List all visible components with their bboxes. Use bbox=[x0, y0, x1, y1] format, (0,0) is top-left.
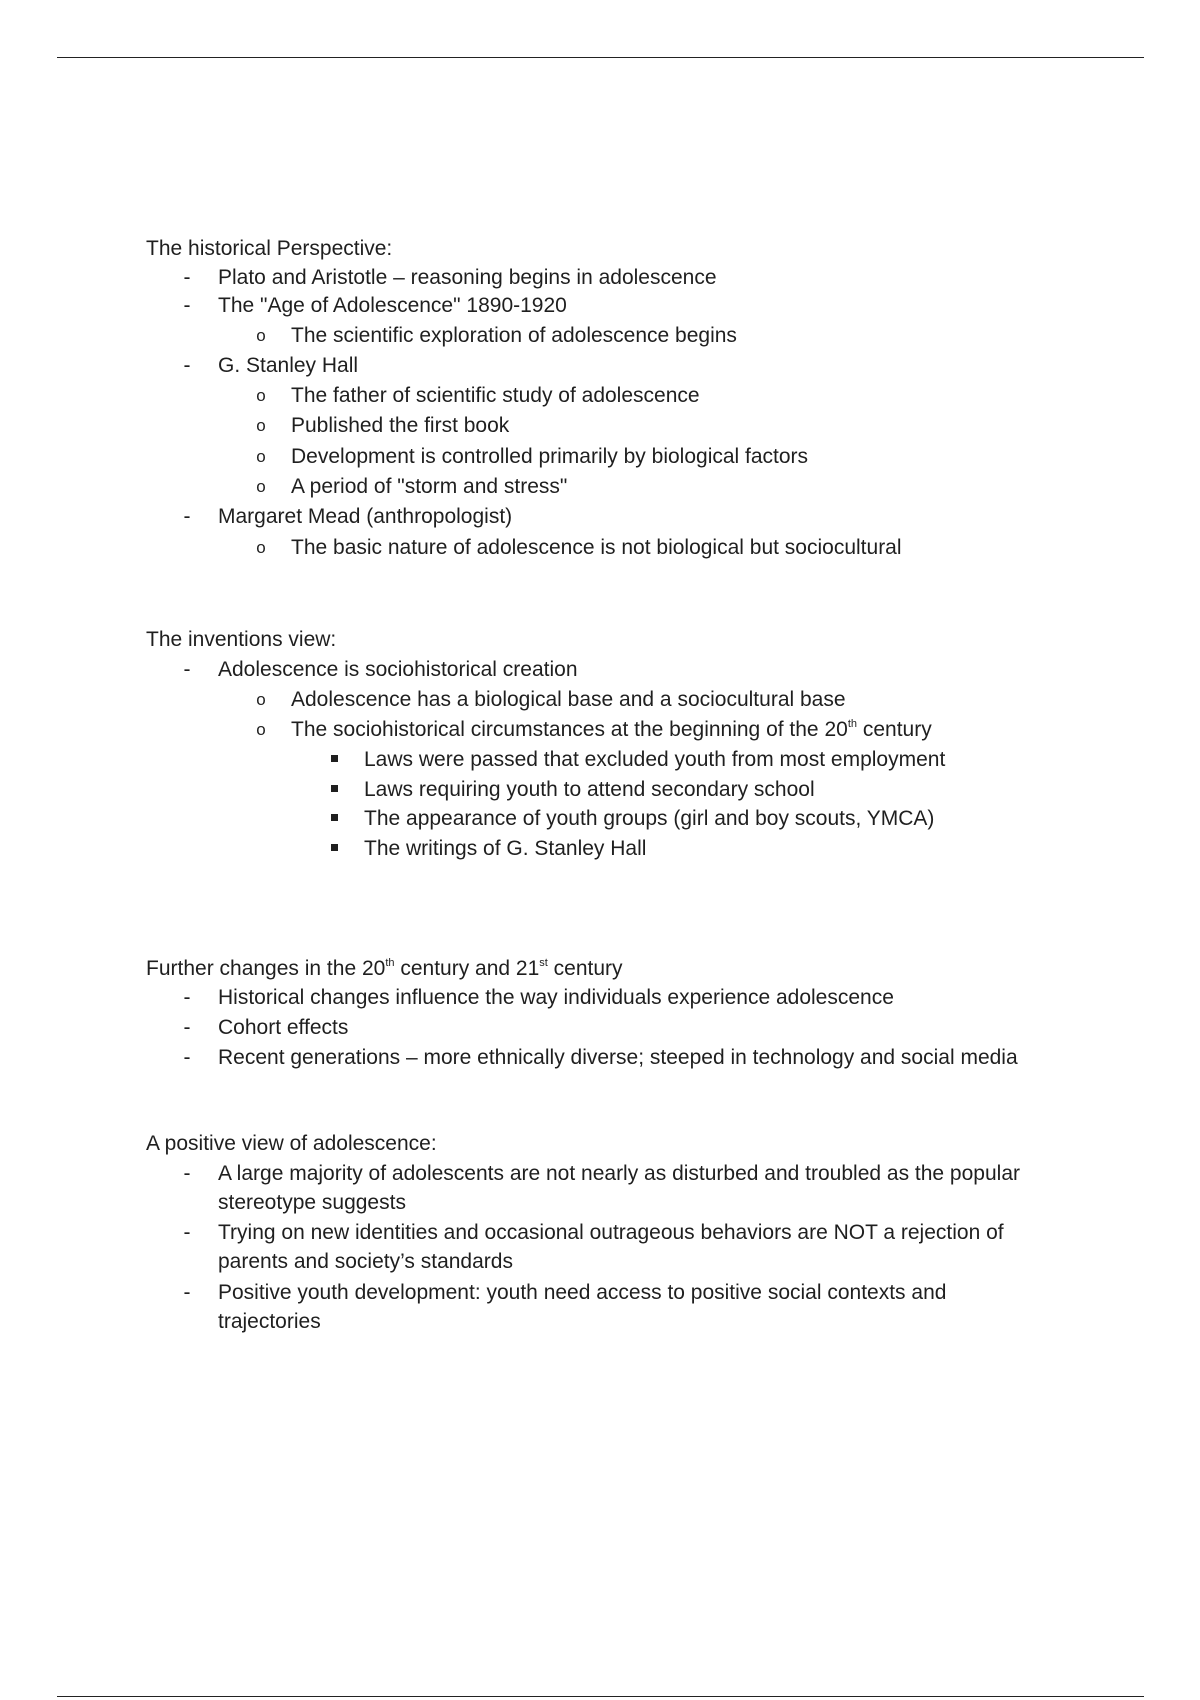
square-bullet bbox=[328, 746, 340, 774]
square-bullet bbox=[328, 835, 340, 863]
list-item-majority-line1: A large majority of adolescents are not nearly as disturbed and troubled as the popular bbox=[218, 1162, 1020, 1185]
list-item-recent-generations: Recent generations – more ethnically diverse; steeped in technology and social media bbox=[218, 1046, 1018, 1069]
text-run: century bbox=[857, 718, 932, 741]
dash-bullet bbox=[181, 1014, 193, 1042]
dash-bullet bbox=[181, 1279, 193, 1307]
list-subsubitem-employment-laws: Laws were passed that excluded youth from most employment bbox=[364, 748, 946, 771]
text-run: Further changes in the 20 bbox=[146, 957, 386, 980]
section-heading-inventions: The inventions view: bbox=[146, 628, 337, 651]
list-subsubitem-youth-groups: The appearance of youth groups (girl and boy scouts, YMCA) bbox=[364, 807, 935, 830]
dash-bullet bbox=[181, 352, 193, 380]
text-run: The sociohistorical circumstances at the beginning of the 20 bbox=[291, 718, 848, 741]
dash-bullet bbox=[181, 1219, 193, 1247]
list-subsubitem-hall-writings: The writings of G. Stanley Hall bbox=[364, 837, 647, 860]
dash-bullet bbox=[181, 1044, 193, 1072]
list-item-historical-changes: Historical changes influence the way individuals experience adolescence bbox=[218, 986, 894, 1009]
list-item-pyd-line1: Positive youth development: youth need access to positive social contexts and bbox=[218, 1281, 947, 1304]
circle-bullet bbox=[254, 412, 268, 440]
dash-bullet bbox=[181, 984, 193, 1012]
list-subitem-first-book: Published the first book bbox=[291, 414, 510, 437]
text-run: century bbox=[547, 957, 623, 980]
circle-bullet bbox=[254, 534, 268, 562]
dash-bullet bbox=[181, 1160, 193, 1188]
list-item-age-of-adolescence: The "Age of Adolescence" 1890-1920 bbox=[218, 294, 567, 317]
list-item-stanley-hall: G. Stanley Hall bbox=[218, 354, 359, 377]
list-subitem-father: The father of scientific study of adolescence bbox=[291, 384, 700, 407]
list-item-identities-line2: parents and society’s standards bbox=[218, 1250, 513, 1273]
list-item-margaret-mead: Margaret Mead (anthropologist) bbox=[218, 505, 513, 528]
list-subitem-biological-factors: Development is controlled primarily by biological factors bbox=[291, 445, 809, 468]
circle-bullet bbox=[254, 716, 268, 744]
footer-rule bbox=[57, 1696, 1144, 1697]
list-item-plato: Plato and Aristotle – reasoning begins in adolescence bbox=[218, 266, 717, 289]
circle-bullet bbox=[254, 443, 268, 471]
circle-bullet bbox=[254, 473, 268, 501]
dash-bullet bbox=[181, 292, 193, 320]
list-subitem-sociohistorical-circumstances bbox=[291, 716, 932, 744]
list-subitem-biological-base: Adolescence has a biological base and a sociocultural base bbox=[291, 688, 846, 711]
header-rule bbox=[57, 57, 1144, 58]
section-heading-positive-view: A positive view of adolescence: bbox=[146, 1132, 437, 1155]
list-subitem-scientific-exploration: The scientific exploration of adolescence begins bbox=[291, 324, 737, 347]
dash-bullet bbox=[181, 656, 193, 684]
text-run: century and 21 bbox=[394, 957, 540, 980]
circle-bullet bbox=[254, 382, 268, 410]
section-heading-further-changes bbox=[146, 955, 623, 983]
superscript: st bbox=[539, 957, 548, 969]
circle-bullet bbox=[254, 686, 268, 714]
list-subitem-sociocultural: The basic nature of adolescence is not biological but sociocultural bbox=[291, 536, 902, 559]
list-item-sociohistorical-creation: Adolescence is sociohistorical creation bbox=[218, 658, 578, 681]
square-bullet bbox=[328, 776, 340, 804]
circle-bullet bbox=[254, 322, 268, 350]
list-item-cohort-effects: Cohort effects bbox=[218, 1016, 349, 1039]
list-item-identities-line1: Trying on new identities and occasional outrageous behaviors are NOT a rejection of bbox=[218, 1221, 1004, 1244]
list-subsubitem-school-laws: Laws requiring youth to attend secondary school bbox=[364, 778, 815, 801]
superscript: th bbox=[385, 957, 395, 969]
list-subitem-storm-and-stress: A period of "storm and stress" bbox=[291, 475, 568, 498]
superscript: th bbox=[847, 718, 857, 730]
list-item-majority-line2: stereotype suggests bbox=[218, 1191, 406, 1214]
square-bullet bbox=[328, 805, 340, 833]
section-heading-historical: The historical Perspective: bbox=[146, 237, 393, 260]
list-item-pyd-line2: trajectories bbox=[218, 1310, 321, 1333]
dash-bullet bbox=[181, 503, 193, 531]
dash-bullet bbox=[181, 264, 193, 292]
